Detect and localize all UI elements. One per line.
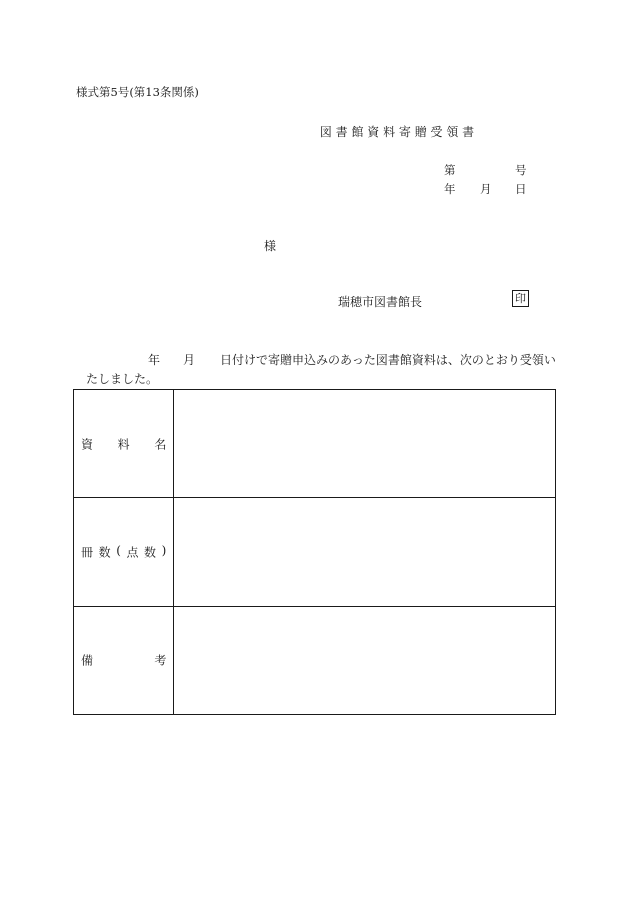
date-month-label: 月 bbox=[480, 182, 492, 196]
value-cell-quantity[interactable] bbox=[174, 498, 556, 606]
body-text-line2: たしました。 bbox=[86, 372, 159, 386]
label-char: 考 bbox=[154, 653, 167, 668]
seal-mark: 印 bbox=[512, 290, 529, 307]
label-char: 数 bbox=[98, 545, 111, 560]
body-month-label: 月 bbox=[183, 353, 196, 367]
label-char: ) bbox=[161, 543, 167, 558]
table-body bbox=[74, 390, 556, 715]
date-year-label: 年 bbox=[444, 182, 456, 196]
table-row-material-name bbox=[74, 390, 556, 498]
table-row-remarks bbox=[74, 606, 556, 714]
label-char: ( bbox=[116, 543, 121, 558]
date-day-label: 日 bbox=[515, 182, 527, 196]
label-cell-quantity bbox=[74, 498, 174, 606]
label-quantity bbox=[81, 543, 166, 560]
label-material-name bbox=[81, 435, 166, 452]
body-year-label: 年 bbox=[148, 353, 161, 367]
table-row-quantity bbox=[74, 498, 556, 606]
number-go-label: 号 bbox=[515, 163, 527, 177]
value-cell-remarks[interactable] bbox=[174, 606, 556, 714]
form-number: 様式第5号(第13条関係) bbox=[76, 85, 199, 99]
document-title: 図 書 館 資 料 寄 贈 受 領 書 bbox=[319, 125, 475, 139]
label-remarks bbox=[81, 652, 166, 669]
addressee-honorific: 様 bbox=[264, 239, 277, 253]
document-title-wrapper bbox=[0, 123, 630, 140]
label-char: 名 bbox=[154, 437, 167, 452]
label-char: 点 bbox=[126, 545, 139, 560]
value-cell-material-name[interactable] bbox=[174, 390, 556, 498]
label-char: 料 bbox=[117, 437, 130, 452]
number-dai-label: 第 bbox=[444, 163, 456, 177]
donation-receipt-table bbox=[73, 389, 556, 715]
label-cell-material-name bbox=[74, 390, 174, 498]
label-cell-remarks bbox=[74, 606, 174, 714]
label-char: 数 bbox=[144, 545, 157, 560]
label-char: 備 bbox=[81, 653, 94, 668]
label-char: 冊 bbox=[81, 545, 94, 560]
label-char: 資 bbox=[81, 437, 94, 452]
body-sentence: 日付けで寄贈申込みのあった図書館資料は、次のとおり受領い bbox=[220, 353, 556, 367]
issuer-name: 瑞穂市図書館長 bbox=[338, 295, 423, 309]
